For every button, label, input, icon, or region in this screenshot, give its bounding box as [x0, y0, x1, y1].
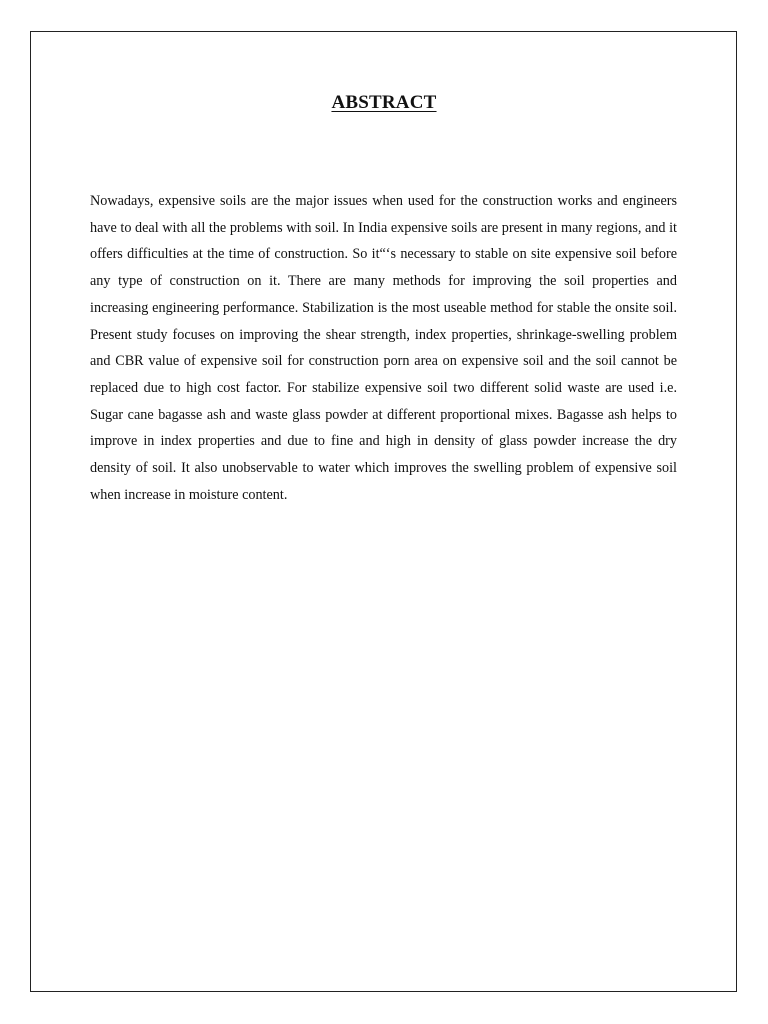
abstract-body: Nowadays, expensive soils are the major issues when used for the construction works and engineers have to deal with all the problems with soil. In India expensive soils are present in many regions, and it offers difficulties at the time of construction. So it“‘s necessary to stable on site expensive soil before any type of construction on it. There are many methods for improving the soil properties and increasing engineering performance. Stabilization is the most useable method for stable the onsite soil. Present study focuses on improving the shear strength, index properties, shrinkage-swelling problem and CBR value of expensive soil for construction porn area on expensive soil and the soil cannot be replaced due to high cost factor. For stabilize expensive soil two different solid waste are used i.e. Sugar cane bagasse ash and waste glass powder at different proportional mixes. Bagasse ash helps to improve in index properties and due to fine and high in density of glass powder increase the dry density of soil. It also unobservable to water which improves the swelling problem of expensive soil when increase in moisture content.	[90, 193, 677, 503]
page-border	[30, 31, 737, 992]
abstract-title: ABSTRACT	[331, 92, 437, 113]
